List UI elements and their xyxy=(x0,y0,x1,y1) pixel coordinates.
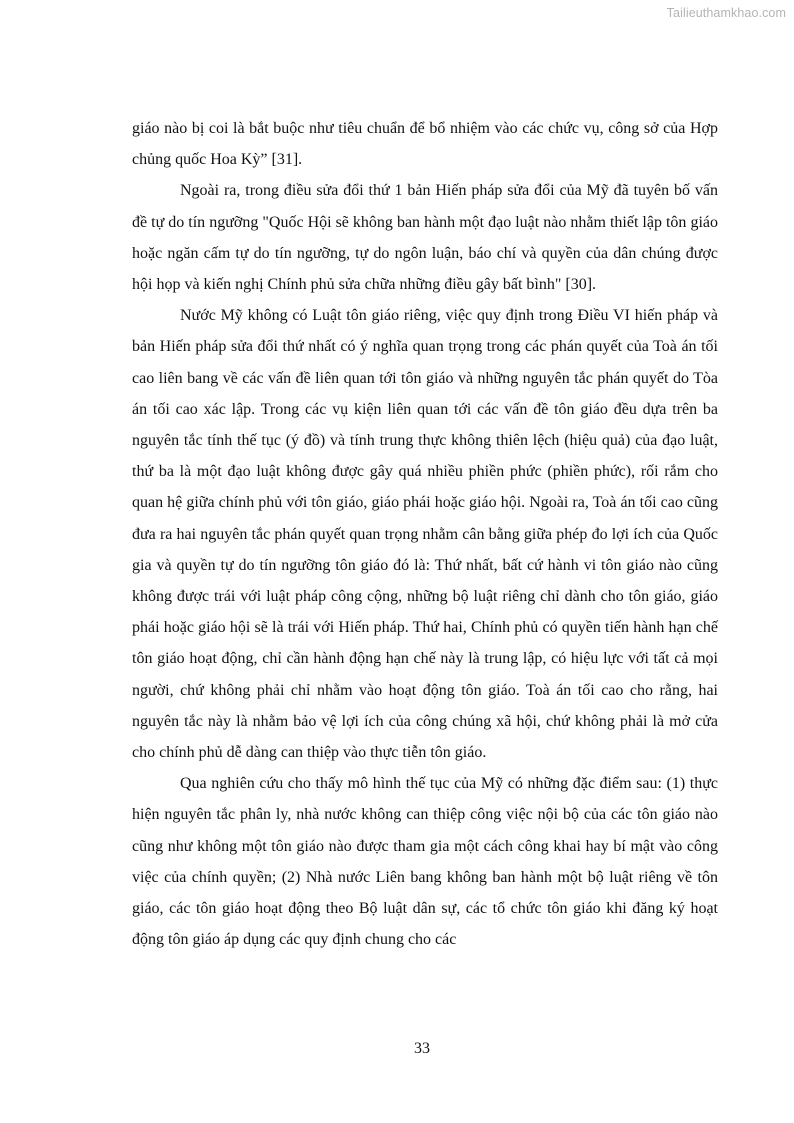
page-body xyxy=(132,113,718,955)
paragraph-secular-model: Qua nghiên cứu cho thấy mô hình thế tục của Mỹ có những đặc điểm sau: (1) thực hiện nguyên tắc phân ly, nhà nước không can thiệp công việc nội bộ của các tôn giáo nào cũng như không một tôn giáo nào được tham gia một cách công khai hay bí mật vào công việc của chính quyền; (2) Nhà nước Liên bang không ban hành một bộ luật riêng về tôn giáo, các tôn giáo hoạt động theo Bộ luật dân sự, các tổ chức tôn giáo khi đăng ký hoạt động tôn giáo áp dụng các quy định chung cho các xyxy=(132,775,718,949)
page-number: 33 xyxy=(414,1040,430,1057)
paragraph-first-amendment: Ngoài ra, trong điều sửa đổi thứ 1 bản Hiến pháp sửa đổi của Mỹ đã tuyên bố vấn đề tự do tín ngưỡng "Quốc Hội sẽ không ban hành một đạo luật nào nhằm thiết lập tôn giáo hoặc ngăn cấm tự do tín ngưỡng, tự do ngôn luận, báo chí và quyền của dân chúng được hội họp và kiến nghị Chính phủ sửa chữa những điều gây bất bình" [30]. xyxy=(132,182,718,294)
paragraph-continuation: giáo nào bị coi là bắt buộc như tiêu chuẩn để bổ nhiệm vào các chức vụ, công sở của Hợp chủng quốc Hoa Kỳ” [31]. xyxy=(132,120,718,169)
watermark: Tailieuthamkhao.com xyxy=(666,6,786,20)
paragraph-supreme-court: Nước Mỹ không có Luật tôn giáo riêng, việc quy định trong Điều VI hiến pháp và bản Hiến pháp sửa đổi thứ nhất có ý nghĩa quan trọng trong các phán quyết của Toà án tối cao liên bang về các vấn đề liên quan tới tôn giáo và những nguyên tắc phán quyết do Tòa án tối cao xác lập. Trong các vụ kiện liên quan tới các vấn đề tôn giáo đều dựa trên ba nguyên tắc tính thế tục (ý đồ) và tính trung thực không thiên lệch (hiệu quả) của đạo luật, thứ ba là một đạo luật không được gây quá nhiều phiền phức (phiền phức), rối rắm cho quan hệ giữa chính phủ với tôn giáo, giáo phái hoặc giáo hội. Ngoài ra, Toà án tối cao cũng đưa ra hai nguyên tắc phán quyết quan trọng nhằm cân bằng giữa phép đo lợi ích của Quốc gia và quyền tự do tín ngưỡng tôn giáo đó là: Thứ nhất, bất cứ hành vi tôn giáo nào cũng không được trái với luật pháp công cộng, những bộ luật riêng chỉ dành cho tôn giáo, giáo phái hoặc giáo hội sẽ là trái với Hiến pháp. Thứ hai, Chính phủ có quyền tiến hành hạn chế tôn giáo hoạt động, chỉ cần hành động hạn chế này là trung lập, có hiệu lực với tất cả mọi người, chứ không phải chỉ nhằm vào hoạt động tôn giáo. Toà án tối cao cho rằng, hai nguyên tắc này là nhằm bảo vệ lợi ích của công chúng xã hội, chứ không phải là mở cửa cho chính phủ dễ dàng can thiệp vào thực tiễn tôn giáo. xyxy=(132,307,718,762)
